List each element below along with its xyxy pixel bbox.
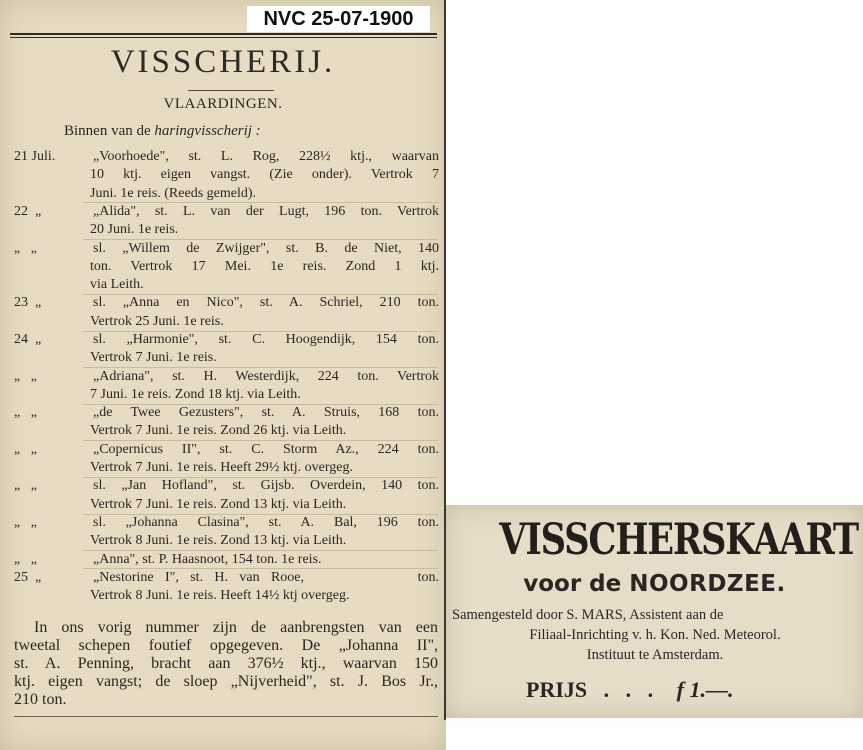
ad-line: Samengesteld door S. MARS, Assistent aan de — [452, 607, 724, 623]
entry-line: Vertrok 8 Juni. 1e reis. Zond 13 ktj. via Leith. — [90, 533, 347, 549]
entry-line: Vertrok 7 Juni. 1e reis. Heeft 29½ ktj. overgeg. — [90, 460, 353, 476]
note-line: tweetal schepen foutief opgegeven. De „Johanna II", — [14, 637, 438, 654]
intro-italic: haringvisscherij : — [154, 123, 261, 139]
ad-subtitle-caps: NOORDZEE. — [629, 571, 786, 597]
entry-line: 10 ktj. eigen vangst. (Zie onder). Vertrok 7 — [90, 167, 439, 183]
place-heading: VLAARDINGEN. — [163, 96, 283, 112]
entry-line: Vertrok 7 Juni. 1e reis. — [90, 350, 217, 366]
entry-line: sl. „Johanna Clasina", st. A. Bal, 196 ton. — [93, 515, 439, 530]
entry-line: Vertrok 25 Juni. 1e reis. — [90, 313, 224, 329]
entry-line: via Leith. — [90, 277, 144, 293]
entry-date: 24 „ — [14, 332, 42, 347]
ad-body — [452, 605, 858, 665]
intro-text: Binnen van de — [64, 123, 155, 139]
entry-text — [90, 294, 439, 331]
entry-line: „Nestorine I", st. H. van Rooe, ton. — [93, 569, 439, 585]
header-rule-thin — [10, 37, 437, 38]
price-value: f 1.—. — [676, 677, 734, 702]
entry-date: „ „ — [14, 441, 37, 457]
entry-line: 7 Juni. 1e reis. Zond 18 ktj. via Leith. — [90, 386, 301, 402]
entry-date: 25 „ — [14, 569, 42, 585]
note-line: st. A. Penning, bracht aan 376½ ktj., waarvan 150 — [14, 655, 438, 672]
entry-line: „Anna", st. P. Haasnoot, 154 ton. 1e reis. — [93, 551, 322, 567]
entry-line: Juni. 1e reis. (Reeds gemeld). — [90, 185, 257, 201]
section-title: VISSCHERIJ. — [110, 44, 336, 80]
note-line: ktj. eigen vangst; de sloep „Nijverheid", st. J. Bos Jr., — [14, 673, 438, 690]
entry-date: 23 „ — [14, 295, 42, 311]
entry-line: „Adriana", st. H. Westerdijk, 224 ton. Vertrok — [93, 368, 439, 384]
entry-line: „de Twee Gezusters", st. A. Struis, 168 ton. — [93, 405, 439, 421]
note-line: 210 ton. — [14, 691, 67, 708]
entry-line: sl. „Anna en Nico", st. A. Schriel, 210 ton. — [93, 295, 439, 311]
entry-text — [93, 551, 439, 569]
entry-text — [90, 331, 439, 368]
source-label: NVC 25-07-1900 — [247, 6, 430, 32]
bottom-rule — [14, 716, 438, 717]
entry-date: „ „ — [14, 405, 37, 421]
entry-date: „ „ — [14, 551, 37, 567]
title-underline — [188, 90, 274, 91]
ad-subtitle-lower: voor de — [523, 571, 630, 597]
note-line: In ons vorig nummer zijn de aanbrengsten van een — [34, 619, 438, 636]
intro-line — [64, 123, 261, 140]
entry-date: „ „ — [14, 515, 37, 530]
entry-line: 20 Juni. 1e reis. — [90, 222, 179, 238]
header-rule — [10, 33, 437, 35]
entry-date: „ „ — [14, 478, 37, 494]
correction-note — [14, 619, 438, 709]
entry-line: „Alida", st. L. van der Lugt, 196 ton. Vertrok — [93, 203, 439, 219]
entry-text — [90, 203, 439, 240]
entry-text — [90, 368, 439, 405]
entry-line: „Voorhoede", st. L. Rog, 228½ ktj., waarvan — [93, 149, 439, 164]
entry-line: Vertrok 7 Juni. 1e reis. Zond 13 ktj. via Leith. — [90, 496, 347, 512]
advertisement — [446, 505, 863, 718]
entry-line: Vertrok 7 Juni. 1e reis. Zond 26 ktj. via Leith. — [90, 423, 347, 439]
entry-line: sl. „Harmonie", st. C. Hoogendijk, 154 ton. — [93, 332, 439, 347]
entry-line: ton. Vertrok 17 Mei. 1e reis. Zond 1 ktj. — [90, 258, 439, 274]
entry-text — [90, 240, 439, 295]
entry-text — [90, 441, 439, 478]
entry-text — [90, 514, 439, 551]
entry-text — [90, 148, 439, 203]
entry-text — [90, 404, 439, 441]
ad-line: Filiaal-Inrichting v. h. Kon. Ned. Meteorol. — [529, 627, 781, 643]
entry-date: „ „ — [14, 368, 37, 384]
entry-date: 22 „ — [14, 203, 42, 219]
entry-text — [90, 477, 439, 514]
entry-line: sl. „Willem de Zwijger", st. B. de Niet, 140 — [93, 240, 439, 256]
entry-text — [90, 569, 439, 606]
ad-price — [526, 677, 826, 703]
price-label: PRIJS . . . — [526, 677, 654, 702]
ad-title: VISSCHERSKAART — [499, 515, 858, 565]
entry-line: „Copernicus II", st. C. Storm Az., 224 ton. — [93, 441, 439, 457]
entry-date: „ „ — [14, 240, 37, 256]
entry-line: sl. „Jan Hofland", st. Gijsb. Overdein, 140 ton. — [93, 478, 439, 494]
entry-line: Vertrok 8 Juni. 1e reis. Heeft 14½ ktj overgeg. — [90, 588, 350, 604]
entry-date: 21 Juli. — [14, 149, 56, 164]
ad-line: Instituut te Amsterdam. — [586, 647, 724, 663]
ad-subtitle — [446, 571, 863, 597]
